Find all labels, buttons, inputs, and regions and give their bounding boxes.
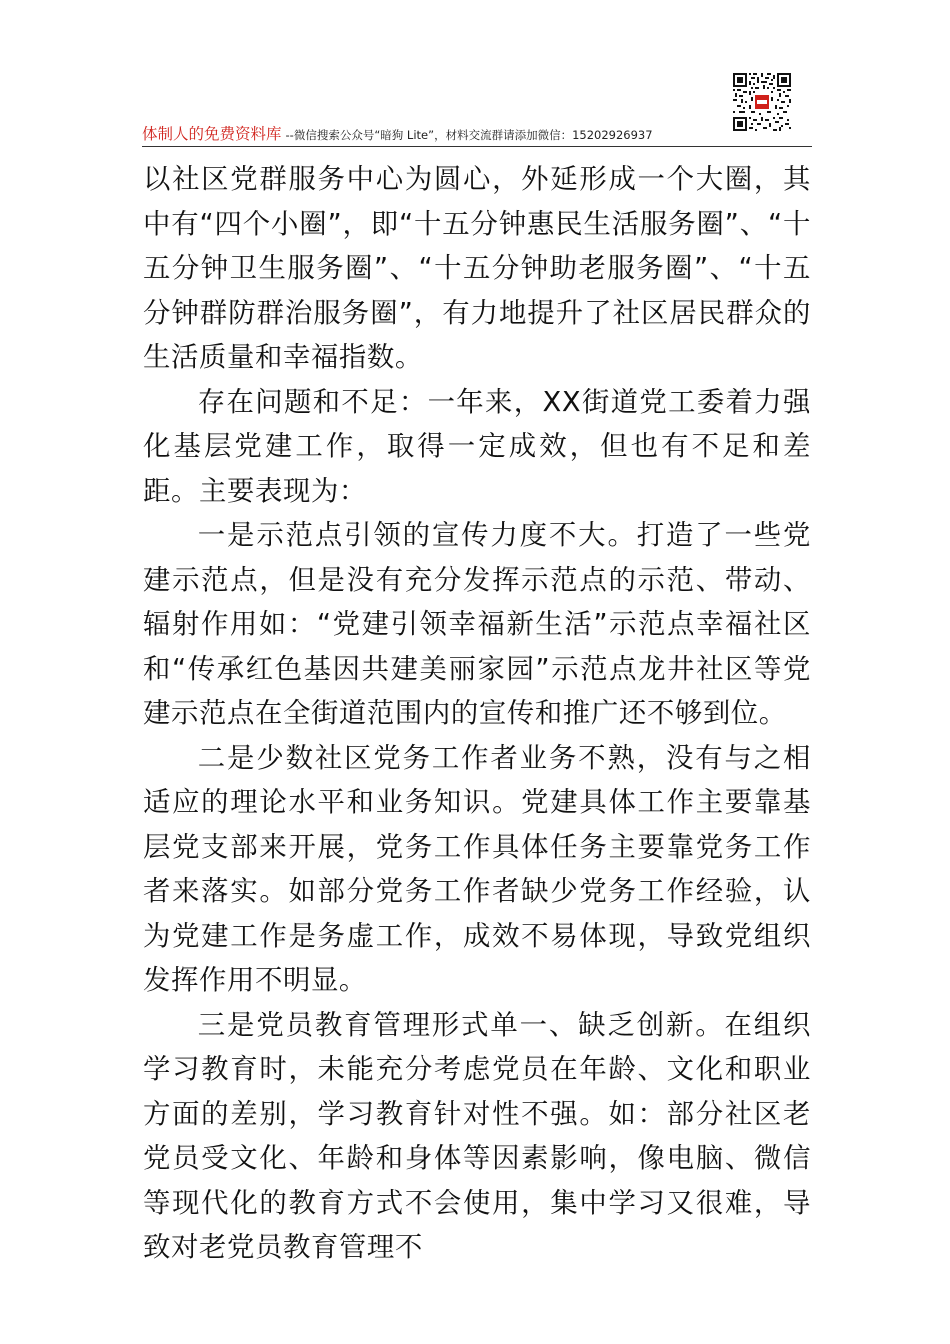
paragraph: 一是示范点引领的宣传力度不大。打造了一些党建示范点，但是没有充分发挥示范点的示范、带动、辐射作用如：“党建引领幸福新生活”示范点幸福社区和“传承红色基因共建美丽家园”示范点龙井社区等党建示范点在全街道范围内的宣传和推广还不够到位。 bbox=[143, 520, 811, 729]
paragraph: 二是少数社区党务工作者业务不熟，没有与之相适应的理论水平和业务知识。党建具体工作主要靠基层党支部来开展，党务工作具体任务主要靠党务工作者来落实。如部分党务工作者缺少党务工作经验，认为党建工作是务虚工作，成效不易体现，导致党组织发挥作用不明显。 bbox=[143, 742, 811, 996]
header-divider bbox=[142, 146, 812, 147]
watermark-header bbox=[142, 122, 812, 146]
header-brand: 体制人的免费资料库 bbox=[142, 125, 282, 143]
qr-code-icon bbox=[733, 73, 791, 131]
header-note: --微信搜索公众号“暗狗 Lite”，材料交流群请添加微信：15202926937 bbox=[285, 128, 653, 142]
paragraph: 存在问题和不足：一年来，XX街道党工委着力强化基层党建工作，取得一定成效，但也有不足和差距。主要表现为： bbox=[143, 386, 811, 507]
paragraph: 三是党员教育管理形式单一、缺乏创新。在组织学习教育时，未能充分考虑党员在年龄、文化和职业方面的差别，学习教育针对性不强。如：部分社区老党员受文化、年龄和身体等因素影响，像电脑、微信等现代化的教育方式不会使用，集中学习又很难，导致对老党员教育管理不 bbox=[143, 1009, 811, 1263]
document-body bbox=[143, 158, 811, 1271]
paragraph: 以社区党群服务中心为圆心，外延形成一个大圈，其中有“四个小圈”，即“十五分钟惠民生活服务圈”、“十五分钟卫生服务圈”、“十五分钟助老服务圈”、“十五分钟群防群治服务圈”，有力地提升了社区居民群众的生活质量和幸福指数。 bbox=[143, 164, 811, 373]
